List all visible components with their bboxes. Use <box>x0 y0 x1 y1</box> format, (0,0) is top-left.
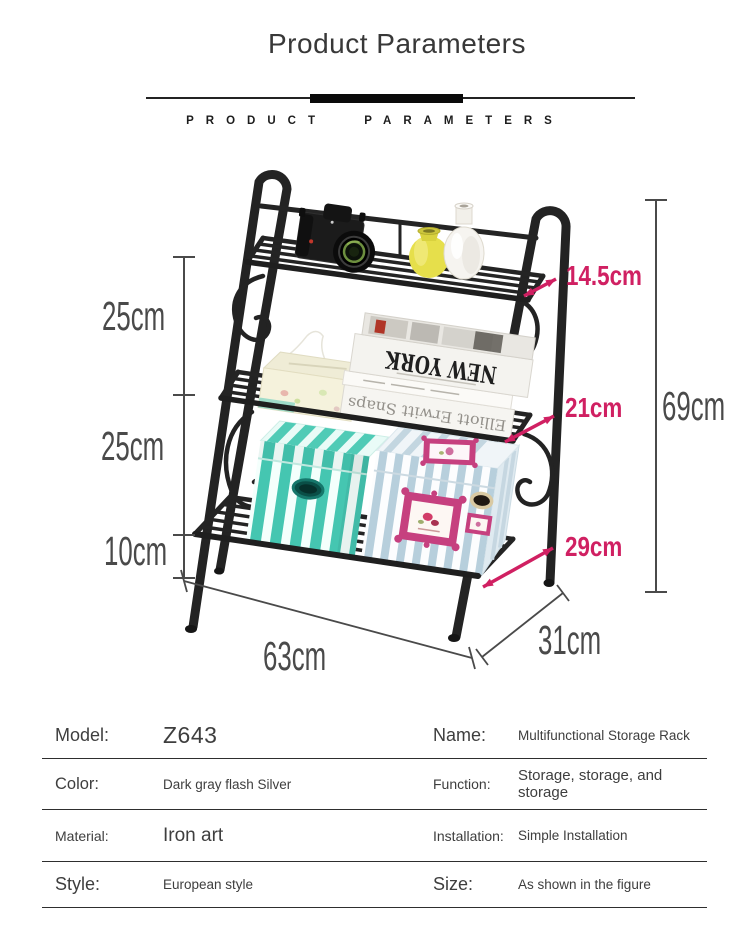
yellow-vase-image <box>409 228 449 279</box>
spec-value-model: Z643 <box>163 721 218 748</box>
dimension-label-tier3-clearance: 29cm <box>565 531 623 562</box>
dimension-label-width: 63cm <box>263 633 327 679</box>
spec-value-function: Storage, storage, and storage <box>518 767 663 801</box>
dimension-label-gap-bottom: 25cm <box>101 423 165 469</box>
spec-label-material: Material: <box>55 827 109 844</box>
top-shelf <box>247 206 543 300</box>
spec-value-color: Dark gray flash Silver <box>163 776 292 792</box>
spec-value-installation: Simple Installation <box>518 828 628 843</box>
dimension-label-ground-clearance: 10cm <box>104 528 168 574</box>
dimension-label-tier1-clearance: 14.5cm <box>566 260 642 291</box>
spec-table <box>42 712 707 908</box>
spec-row-model-name <box>42 712 707 759</box>
white-vase-image <box>444 203 484 279</box>
spec-label-name: Name: <box>433 724 487 745</box>
spec-label-size: Size: <box>433 874 474 894</box>
dimension-label-depth: 31cm <box>538 617 602 663</box>
spec-value-size: As shown in the figure <box>518 877 651 892</box>
book-spine-subtitle: Elliott Erwitt Snaps <box>356 394 508 435</box>
spec-label-color: Color: <box>55 774 100 793</box>
book-spine-title: NEW YORK <box>341 338 499 391</box>
spec-row-color-function <box>42 759 707 810</box>
page-title: Product Parameters <box>268 28 526 59</box>
spec-value-name: Multifunctional Storage Rack <box>518 727 690 743</box>
spec-label-style: Style: <box>55 874 101 894</box>
page-subtitle: PRODUCT PARAMETERS <box>186 115 564 127</box>
spec-value-material: Iron art <box>163 824 224 846</box>
dimension-label-gap-top: 25cm <box>102 293 166 339</box>
spec-row-style-size <box>42 862 707 908</box>
spec-row-material-installation <box>42 810 707 862</box>
dimension-label-tier2-clearance: 21cm <box>565 392 623 423</box>
spec-label-installation: Installation: <box>433 827 504 844</box>
spec-label-model: Model: <box>55 724 110 745</box>
blue-storage-box-image <box>361 423 519 578</box>
spec-value-style: European style <box>163 877 254 892</box>
dimension-label-total-height: 69cm <box>662 383 726 429</box>
spec-label-function: Function: <box>433 776 491 792</box>
